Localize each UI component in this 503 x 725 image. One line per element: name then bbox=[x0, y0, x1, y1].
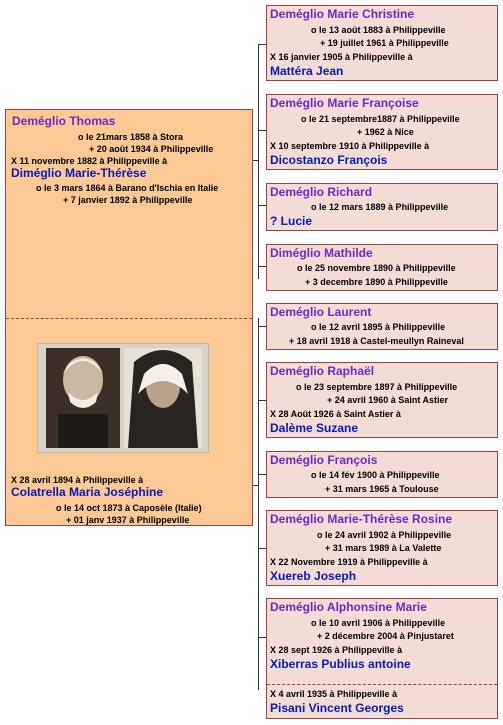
connector-child-3 bbox=[258, 205, 266, 206]
child-death: + 19 juillet 1961 à Philippeville bbox=[320, 38, 449, 48]
divider bbox=[6, 318, 252, 319]
child-marriage: X 28 sept 1926 à Philippeville à bbox=[270, 645, 403, 655]
child-birth: o le 10 avril 1906 à Philippeville bbox=[311, 618, 446, 628]
wife-1-death: + 7 janvier 1892 à Philippeville bbox=[63, 195, 193, 205]
child-death: + 31 mars 1965 à Toulouse bbox=[325, 484, 439, 494]
father-birth: o le 21mars 1858 à Stora bbox=[78, 132, 184, 142]
child-death: + 1962 à Nice bbox=[357, 127, 414, 137]
child-card bbox=[266, 94, 498, 170]
connector-stub-2 bbox=[253, 485, 259, 486]
wife-1-birth: o le 3 mars 1864 à Barano d'Ischia en Italie bbox=[36, 183, 219, 193]
child-death: + 3 decembre 1890 à Philippeville bbox=[305, 277, 448, 287]
child-birth: o le 21 septembre1887 à Philippeville bbox=[301, 114, 460, 124]
child-birth: o le 12 mars 1889 à Philippeville bbox=[311, 202, 449, 212]
parents-card bbox=[5, 109, 253, 526]
connector-child-9 bbox=[258, 637, 266, 638]
wife-2-death: + 01 janv 1937 à Philippeville bbox=[66, 515, 190, 525]
child-spouse: Dalème Suzane bbox=[270, 421, 359, 435]
wife-1-name: Diméglio Marie-Thérèse bbox=[11, 166, 147, 180]
connector-child-5 bbox=[258, 326, 266, 327]
child-name: Deméglio Marie Françoise bbox=[270, 96, 419, 110]
child-birth: o le 24 avril 1902 à Philippeville bbox=[317, 530, 452, 540]
child-birth: o le 13 août 1883 à Philippeville bbox=[311, 25, 446, 35]
father-death: + 20 août 1934 à Philippeville bbox=[89, 144, 214, 154]
wife-2-birth: o le 14 oct 1873 à Caposèle (Italie) bbox=[56, 503, 202, 513]
child-name: Deméglio Laurent bbox=[270, 305, 372, 319]
child-marriage: X 10 septembre 1910 à Philippeville à bbox=[270, 141, 430, 151]
marriage-1: X 11 novembre 1882 à Philippeville à bbox=[11, 156, 168, 166]
father-name: Deméglio Thomas bbox=[12, 114, 116, 128]
child-name: Deméglio François bbox=[270, 453, 378, 467]
marriage-2: X 28 avril 1894 à Philippeville à bbox=[11, 475, 144, 485]
child-card bbox=[266, 598, 498, 719]
child-name: Deméglio Richard bbox=[270, 185, 373, 199]
child-spouse: Dicostanzo François bbox=[270, 153, 388, 167]
child-spouse: Xiberras Publius antoine bbox=[270, 657, 411, 671]
connector-vertical-1 bbox=[258, 44, 259, 279]
connector-child-6 bbox=[258, 400, 266, 401]
child-marriage-2: X 4 avril 1935 à Philippeville à bbox=[270, 689, 398, 699]
child-death: + 2 décembre 2004 à Pinjustaret bbox=[317, 631, 454, 641]
child-birth: o le 23 septembre 1897 à Philippeville bbox=[296, 382, 458, 392]
child-spouse: Mattéra Jean bbox=[270, 64, 344, 78]
child-name: Deméglio Alphonsine Marie bbox=[270, 600, 427, 614]
child-death: + 31 mars 1989 à La Valette bbox=[325, 543, 442, 553]
child-birth: o le 14 fév 1900 à Philippeville bbox=[311, 470, 440, 480]
connector-child-8 bbox=[258, 548, 266, 549]
child-card bbox=[266, 510, 498, 586]
connector-child-1 bbox=[258, 44, 266, 45]
wife-2-name: Colatrella Maria Joséphine bbox=[11, 485, 164, 499]
child-spouse-2: Pisani Vincent Georges bbox=[270, 701, 404, 715]
portrait-image bbox=[38, 344, 208, 452]
divider bbox=[267, 684, 497, 685]
connector-vertical-2 bbox=[258, 318, 259, 690]
child-card bbox=[266, 244, 498, 291]
child-name: Deméglio Raphaël bbox=[270, 364, 375, 378]
child-birth: o le 25 novembre 1890 à Philippeville bbox=[297, 263, 456, 273]
connector-stub-1 bbox=[253, 160, 259, 161]
child-spouse: Xuereb Joseph bbox=[270, 569, 357, 583]
child-card bbox=[266, 303, 498, 350]
child-spouse: ? Lucie bbox=[270, 214, 313, 228]
child-card bbox=[266, 362, 498, 438]
child-birth: o le 12 avril 1895 à Philippeville bbox=[311, 322, 446, 332]
portrait-photo bbox=[37, 343, 209, 453]
child-name: Deméglio Marie-Thérèse Rosine bbox=[270, 512, 453, 526]
child-card bbox=[266, 451, 498, 498]
child-card bbox=[266, 5, 498, 81]
child-name: Diméglio Mathilde bbox=[270, 246, 373, 260]
child-name: Deméglio Marie Christine bbox=[270, 7, 415, 21]
child-marriage: X 28 Août 1926 à Saint Astier à bbox=[270, 409, 401, 419]
connector-child-2 bbox=[258, 130, 266, 131]
child-marriage: X 16 janvier 1905 à Philippeville à bbox=[270, 52, 413, 62]
connector-child-7 bbox=[258, 474, 266, 475]
connector-child-4 bbox=[258, 266, 266, 267]
child-death: + 18 avril 1918 à Castel-meullyn Raineval bbox=[289, 336, 464, 346]
child-marriage: X 22 Novembre 1919 à Philippeville à bbox=[270, 557, 428, 567]
child-death: + 24 avril 1960 à Saint Astier bbox=[327, 395, 448, 405]
child-card bbox=[266, 183, 498, 231]
